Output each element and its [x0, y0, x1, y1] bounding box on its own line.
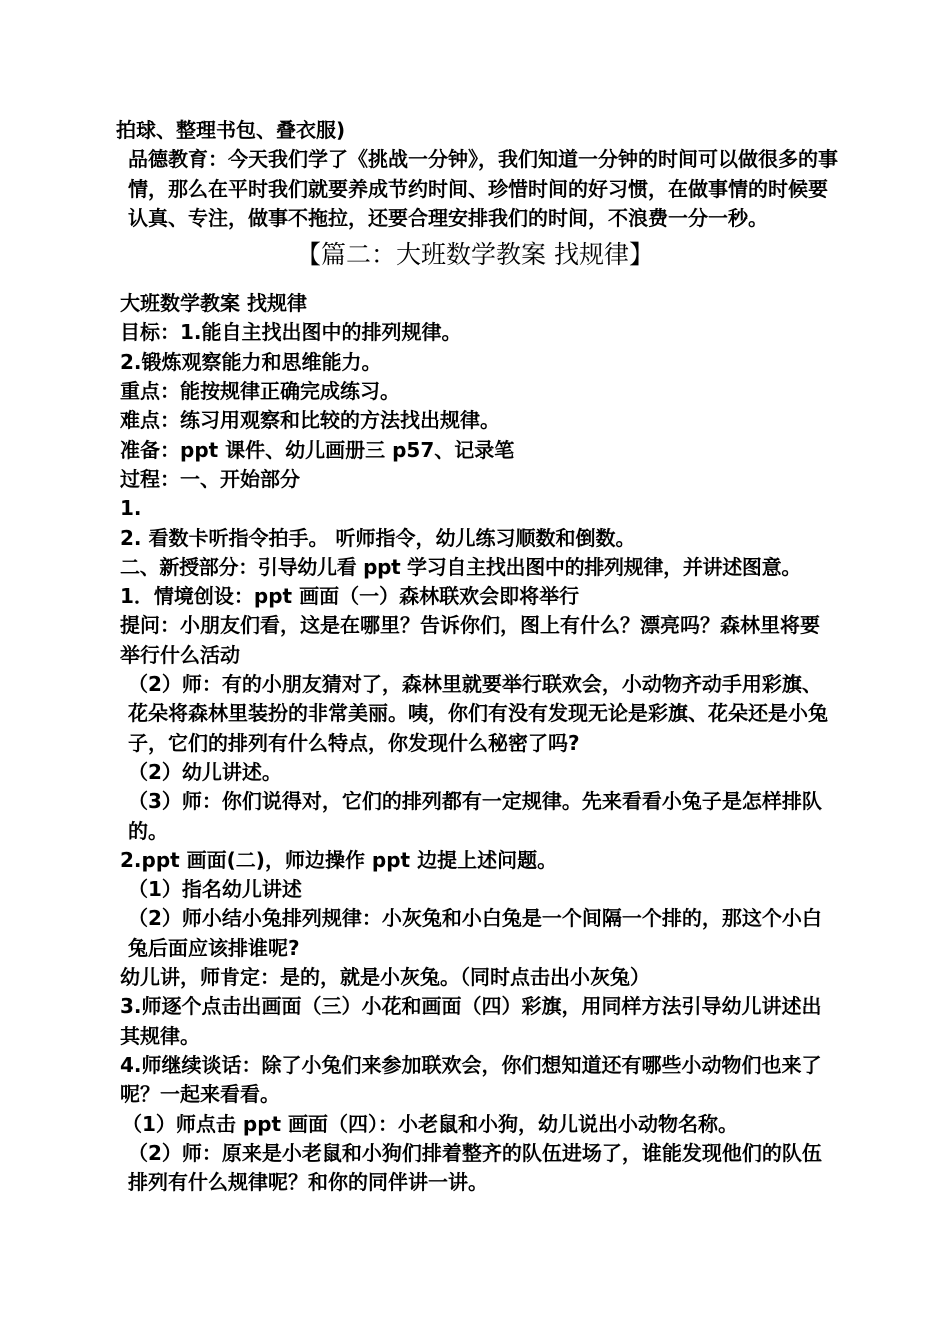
new-lesson-paragraph: 二、新授部分：引导幼儿看 ppt 学习自主找出图中的排列规律，并讲述图意。	[120, 554, 802, 579]
mouse-dog-line: （1）师点击 ppt 画面（四）：小老鼠和小狗，幼儿说出小动物名称。	[122, 1111, 739, 1136]
step-4-paragraph: 4.师继续谈话：除了小兔们来参加联欢会，你们想知道还有哪些小动物们也来了呢？一起来看看。	[120, 1052, 822, 1107]
ppt-screen-2-line: 2.ppt 画面(二)，师边操作 ppt 边提上述问题。	[120, 847, 558, 872]
section-title: 【篇二：大班数学教案 找规律】	[296, 240, 654, 270]
step-1: 1.	[120, 496, 142, 521]
goal-line: 目标：1.能自主找出图中的排列规律。	[120, 320, 462, 345]
lesson-title: 大班数学教案 找规律	[120, 291, 307, 316]
step-3-paragraph: 3.师逐个点击出画面（三）小花和画面（四）彩旗，用同样方法引导幼儿讲述出其规律。	[120, 994, 822, 1048]
sub-step-1: （1）指名幼儿讲述	[128, 877, 302, 902]
goal-line-2: 2.锻炼观察能力和思维能力。	[120, 349, 382, 374]
rabbit-summary-paragraph: （2）师小结小兔排列规律：小灰兔和小白兔是一个间隔一个排的，那这个小白兔后面应该排谁呢?	[128, 906, 822, 960]
difficulty-line: 难点：练习用观察和比较的方法找出规律。	[120, 408, 500, 433]
moral-education-paragraph: 品德教育：今天我们学了《挑战一分钟》，我们知道一分钟的时间可以做很多的事情，那么在平时我们就要养成节约时间、珍惜时间的好习惯，在做事情的时候要认真、专注，做事不拖拉，还要合理安排我们的时间，不浪费一分一秒。	[128, 147, 838, 230]
child-narration-line: （2）幼儿讲述。	[128, 759, 282, 784]
document-page	[116, 116, 838, 1197]
child-answer-line: 幼儿讲，师肯定：是的，就是小灰兔。（同时点击出小灰兔）	[120, 965, 650, 990]
step-2: 2. 看数卡听指令拍手。 听师指令，幼儿练习顺数和倒数。	[120, 525, 636, 550]
final-paragraph: （2）师：原来是小老鼠和小狗们排着整齐的队伍进场了，谁能发现他们的队伍排列有什么规律呢？和你的同伴讲一讲。	[128, 1140, 822, 1195]
preparation-line: 准备：ppt 课件、幼儿画册三 p57、记录笔	[120, 437, 515, 462]
intro-line: 拍球、整理书包、叠衣服)	[116, 118, 346, 142]
teacher-paragraph-1: （2）师：有的小朋友猜对了，森林里就要举行联欢会，小动物齐动手用彩旗、花朵将森林里装扮的非常美丽。咦，你们有没有发现无论是彩旗、花朵还是小兔子，它们的排列有什么特点，你发现什么秘密了吗?	[128, 672, 828, 755]
question-paragraph: 提问：小朋友们看，这是在哪里？告诉你们，图上有什么？漂亮吗？森林里将要举行什么活动	[120, 613, 820, 667]
teacher-paragraph-2: （3）师：你们说得对，它们的排列都有一定规律。先来看看小兔子是怎样排队的。	[128, 789, 822, 843]
scenario-line: 1．情境创设：ppt 画面（一）森林联欢会即将举行	[120, 584, 580, 609]
process-line: 过程：一、开始部分	[120, 466, 300, 491]
key-point-line: 重点：能按规律正确完成练习。	[120, 379, 400, 404]
